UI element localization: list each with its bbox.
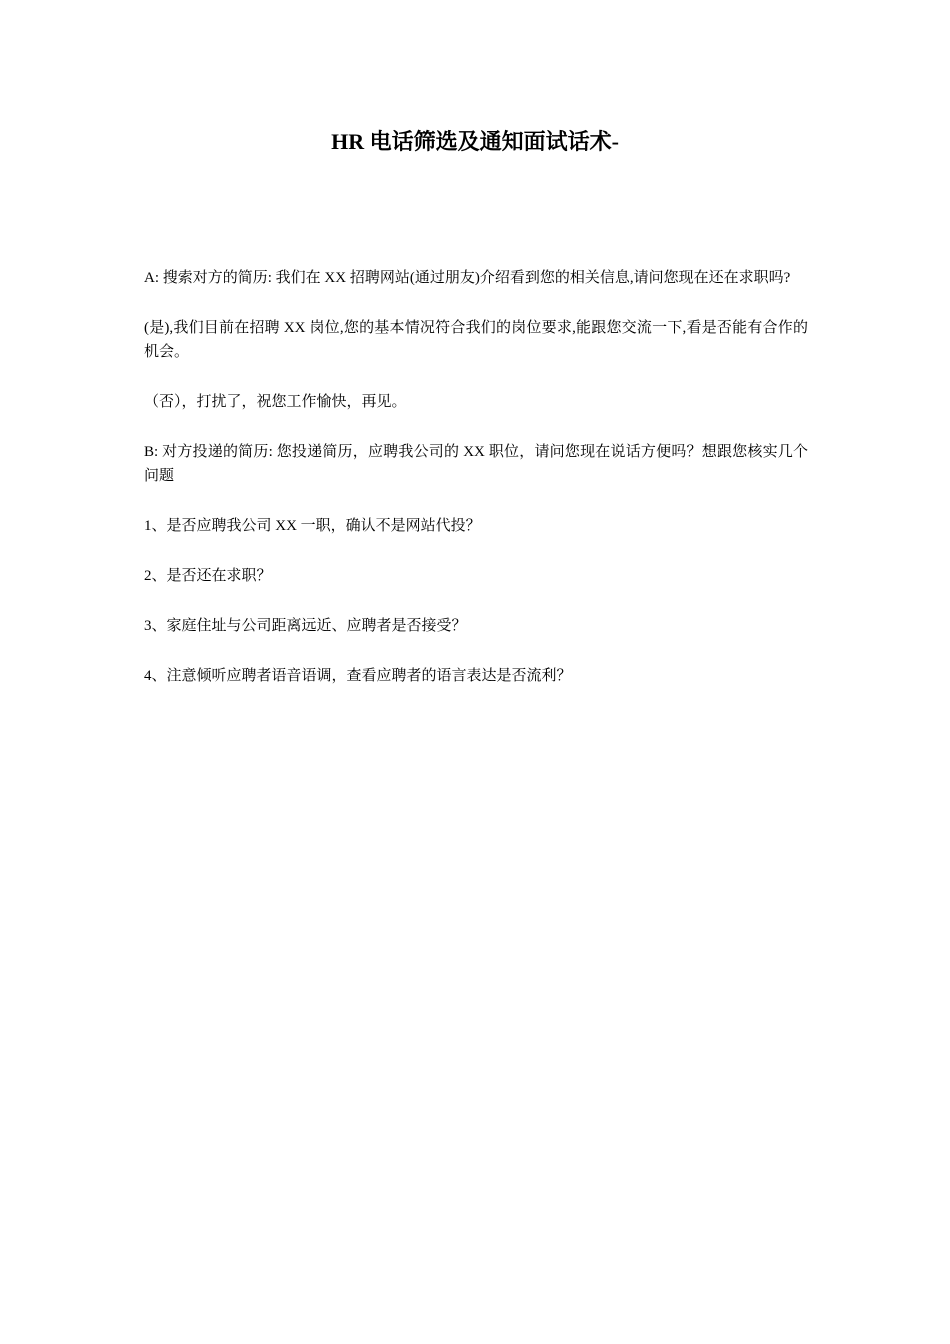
document-title: HR 电话筛选及通知面试话术- — [331, 129, 619, 154]
list-item-question-3: 3、家庭住址与公司距离远近、应聘者是否接受？ — [144, 618, 467, 634]
paragraph-no-response: （否），打扰了，祝您工作愉快，再见。 — [144, 394, 407, 410]
document-body — [144, 266, 808, 714]
paragraph-a-resume-search: A: 搜索对方的简历: 我们在 XX 招聘网站(通过朋友)介绍看到您的相关信息,请问您现在还在求职吗? — [144, 270, 791, 286]
list-item-question-4: 4、注意倾听应聘者语音语调，查看应聘者的语言表达是否流利？ — [144, 668, 572, 684]
paragraph-yes-response: (是),我们目前在招聘 XX 岗位,您的基本情况符合我们的岗位要求,能跟您交流一下,看是否能有合作的机会。 — [144, 320, 808, 360]
paragraph-b-submitted-resume: B: 对方投递的简历: 您投递简历，应聘我公司的 XX 职位，请问您现在说话方便吗？想跟您核实几个问题 — [144, 444, 808, 484]
list-item-question-1: 1、是否应聘我公司 XX 一职，确认不是网站代投？ — [144, 518, 481, 534]
list-item-question-2: 2、是否还在求职？ — [144, 568, 272, 584]
